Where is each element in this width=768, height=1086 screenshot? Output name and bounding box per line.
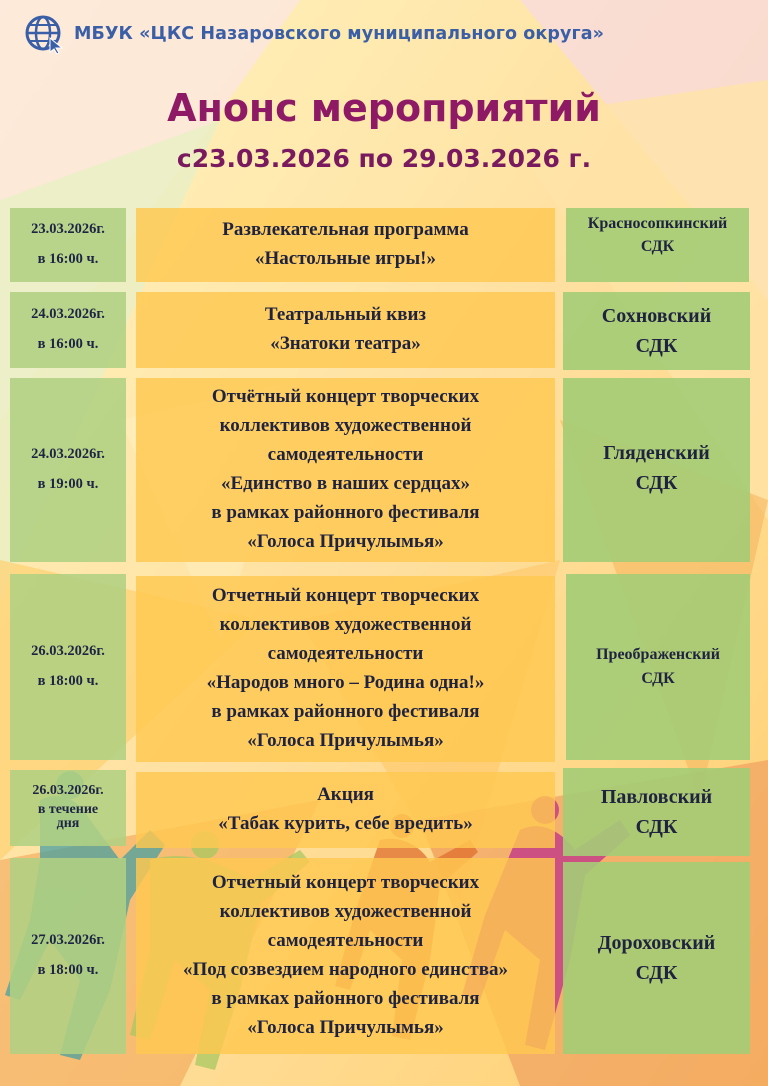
event-line: «Единство в наших сердцах» bbox=[221, 473, 470, 494]
event-description bbox=[136, 292, 555, 368]
event-time: в 18:00 ч. bbox=[37, 962, 99, 978]
event-line: Отчетный концерт творческих bbox=[211, 585, 480, 607]
venue-line: Сохновский bbox=[601, 305, 712, 327]
event-date-cell bbox=[10, 292, 126, 368]
event-line: в рамках районного фестиваля bbox=[211, 700, 480, 722]
event-line: «Табак курить, себе вредить» bbox=[218, 813, 473, 834]
event-time: в 16:00 ч. bbox=[37, 336, 99, 352]
venue-line: Красносопкинский bbox=[587, 215, 728, 232]
event-line: коллективов художественной bbox=[219, 901, 472, 923]
event-venue bbox=[563, 378, 750, 562]
event-line: в рамках районного фестиваля bbox=[211, 501, 480, 523]
event-date-cell bbox=[10, 770, 126, 846]
event-time: в 16:00 ч. bbox=[37, 251, 99, 267]
event-date-cell bbox=[10, 858, 126, 1054]
venue-line: СДК bbox=[635, 816, 678, 838]
venue-line: СДК bbox=[635, 335, 678, 357]
event-description bbox=[136, 858, 555, 1054]
event-description bbox=[136, 378, 555, 562]
event-date: 26.03.2026г. bbox=[31, 643, 105, 660]
globe-cursor-icon bbox=[24, 14, 64, 54]
event-description bbox=[136, 772, 555, 848]
event-line: коллективов художественной bbox=[219, 614, 472, 636]
event-date: 27.03.2026г. bbox=[31, 932, 105, 949]
event-venue bbox=[566, 208, 749, 282]
venue-line: СДК bbox=[641, 670, 675, 687]
event-date-cell bbox=[10, 574, 126, 760]
event-venue bbox=[563, 768, 750, 856]
event-line: Отчётный концерт творческих bbox=[211, 386, 480, 408]
event-line: «Знатоки театра» bbox=[270, 333, 421, 354]
event-line: «Голоса Причулымья» bbox=[247, 729, 444, 751]
event-time: в 19:00 ч. bbox=[37, 476, 99, 492]
organization-name: МБУК «ЦКС Назаровского муниципального округа» bbox=[74, 24, 605, 44]
event-description bbox=[136, 576, 555, 762]
event-date: 23.03.2026г. bbox=[31, 221, 105, 238]
event-venue bbox=[563, 862, 750, 1054]
event-line: «Голоса Причулымья» bbox=[247, 530, 444, 552]
event-date: 24.03.2026г. bbox=[31, 446, 105, 463]
event-line: самодеятельности bbox=[267, 643, 424, 665]
event-line: «Под созвездием народного единства» bbox=[183, 959, 508, 980]
venue-line: СДК bbox=[635, 472, 678, 494]
venue-line: Преображенский bbox=[596, 646, 720, 663]
event-line: Акция bbox=[317, 784, 374, 806]
event-date-cell bbox=[10, 378, 126, 562]
event-date-cell bbox=[10, 208, 126, 282]
event-description bbox=[136, 208, 555, 282]
venue-line: Гляденский bbox=[603, 442, 710, 464]
event-line: самодеятельности bbox=[267, 930, 424, 952]
venue-line: СДК bbox=[640, 238, 675, 256]
event-date: 26.03.2026г. bbox=[32, 782, 104, 798]
venue-line: Павловский bbox=[600, 786, 713, 808]
venue-line: СДК bbox=[635, 962, 678, 984]
event-venue bbox=[563, 292, 750, 370]
event-venue bbox=[566, 574, 750, 760]
event-line: самодеятельности bbox=[267, 444, 424, 466]
event-line: «Настольные игры!» bbox=[254, 248, 437, 269]
event-line: Театральный квиз bbox=[264, 304, 427, 326]
event-time: в 18:00 ч. bbox=[37, 673, 99, 689]
event-line: коллективов художественной bbox=[219, 415, 472, 437]
event-line: «Голоса Причулымья» bbox=[247, 1016, 444, 1038]
page-title: Анонс мероприятий bbox=[167, 86, 601, 130]
venue-line: Дороховский bbox=[597, 932, 716, 954]
event-line: «Народов много – Родина одна!» bbox=[206, 672, 485, 693]
date-range: с23.03.2026 по 29.03.2026 г. bbox=[176, 144, 592, 173]
header bbox=[24, 12, 604, 56]
event-line: Отчетный концерт творческих bbox=[211, 872, 480, 894]
event-line: Развлекательная программа bbox=[222, 219, 469, 241]
event-line: в рамках районного фестиваля bbox=[211, 987, 480, 1009]
event-time: в течение дня bbox=[37, 801, 99, 832]
event-date: 24.03.2026г. bbox=[31, 306, 105, 323]
